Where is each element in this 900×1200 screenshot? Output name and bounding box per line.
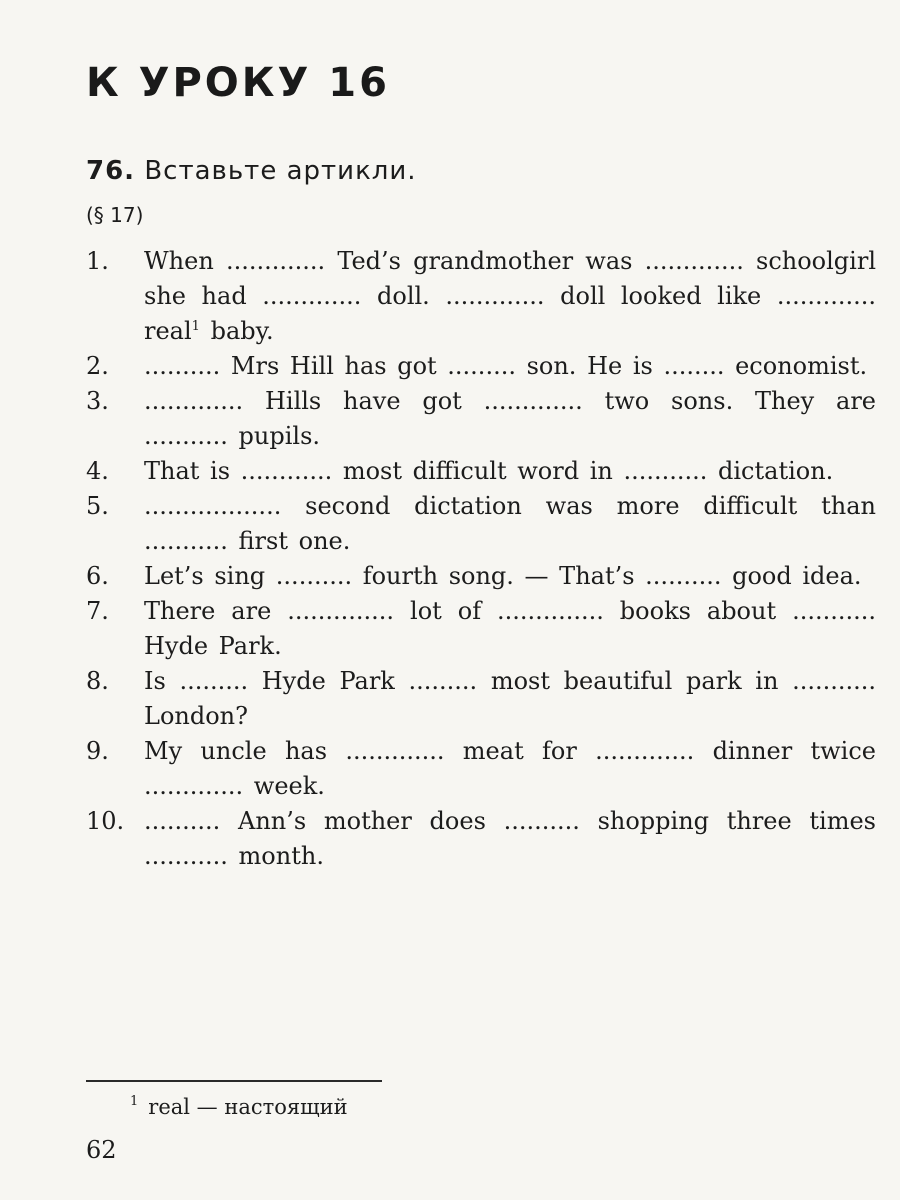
exercise-item-7 [86,594,876,664]
item-text: .......... Ann’s mother does .......... shopping three times ........... month. [144,807,876,870]
item-text: Let’s sing .......... fourth song. — That’s .......... good idea. [144,562,862,590]
exercise-item-4 [86,454,876,489]
item-text: My uncle has ............. meat for ............. dinner twice ............. week. [144,737,876,800]
exercise-instruction: Вставьте артикли. [144,156,417,186]
item-text: .......... Mrs Hill has got ......... son. He is ........ economist. [144,352,868,380]
item-number: 8. [86,667,109,695]
footnote-divider [86,1080,382,1082]
item-text-part: baby. [199,317,274,345]
item-number: 2. [86,352,109,380]
exercise-items [86,244,876,874]
exercise-item-1 [86,244,876,349]
exercise-item-2 [86,349,876,384]
item-text-part: When ............. Ted’s grandmother was ............. schoolgirl she had ............. doll. ............. doll looked like ............. real [144,247,876,345]
item-number: 6. [86,562,109,590]
exercise-heading [86,156,417,186]
item-number: 7. [86,597,109,625]
lesson-title: К УРОКУ 16 [86,60,390,106]
item-text [144,244,876,349]
item-text: .................. second dictation was more difficult than ........... first one. [144,492,876,555]
exercise-item-10 [86,804,876,874]
exercise-item-5 [86,489,876,559]
item-number: 1. [86,247,109,275]
footnote [130,1095,348,1119]
item-text: There are .............. lot of .............. books about ........... Hyde Park. [144,597,876,660]
page-number: 62 [86,1136,117,1164]
exercise-number: 76. [86,156,136,186]
footnote-mark: 1 [130,1094,139,1109]
section-reference: (§ 17) [86,203,144,227]
item-number: 3. [86,387,109,415]
item-text: Is ......... Hyde Park ......... most beautiful park in ........... London? [144,667,876,730]
exercise-item-8 [86,664,876,734]
footnote-text: real — настоящий [148,1095,348,1119]
item-number: 10. [86,807,125,835]
item-number: 5. [86,492,109,520]
item-text: That is ............ most difficult word in ........... dictation. [144,457,834,485]
exercise-item-9 [86,734,876,804]
item-number: 9. [86,737,109,765]
item-number: 4. [86,457,109,485]
footnote-reference: 1 [191,319,200,334]
exercise-item-3 [86,384,876,454]
item-text: ............. Hills have got ............. two sons. They are ........... pupils. [144,387,876,450]
exercise-item-6 [86,559,876,594]
